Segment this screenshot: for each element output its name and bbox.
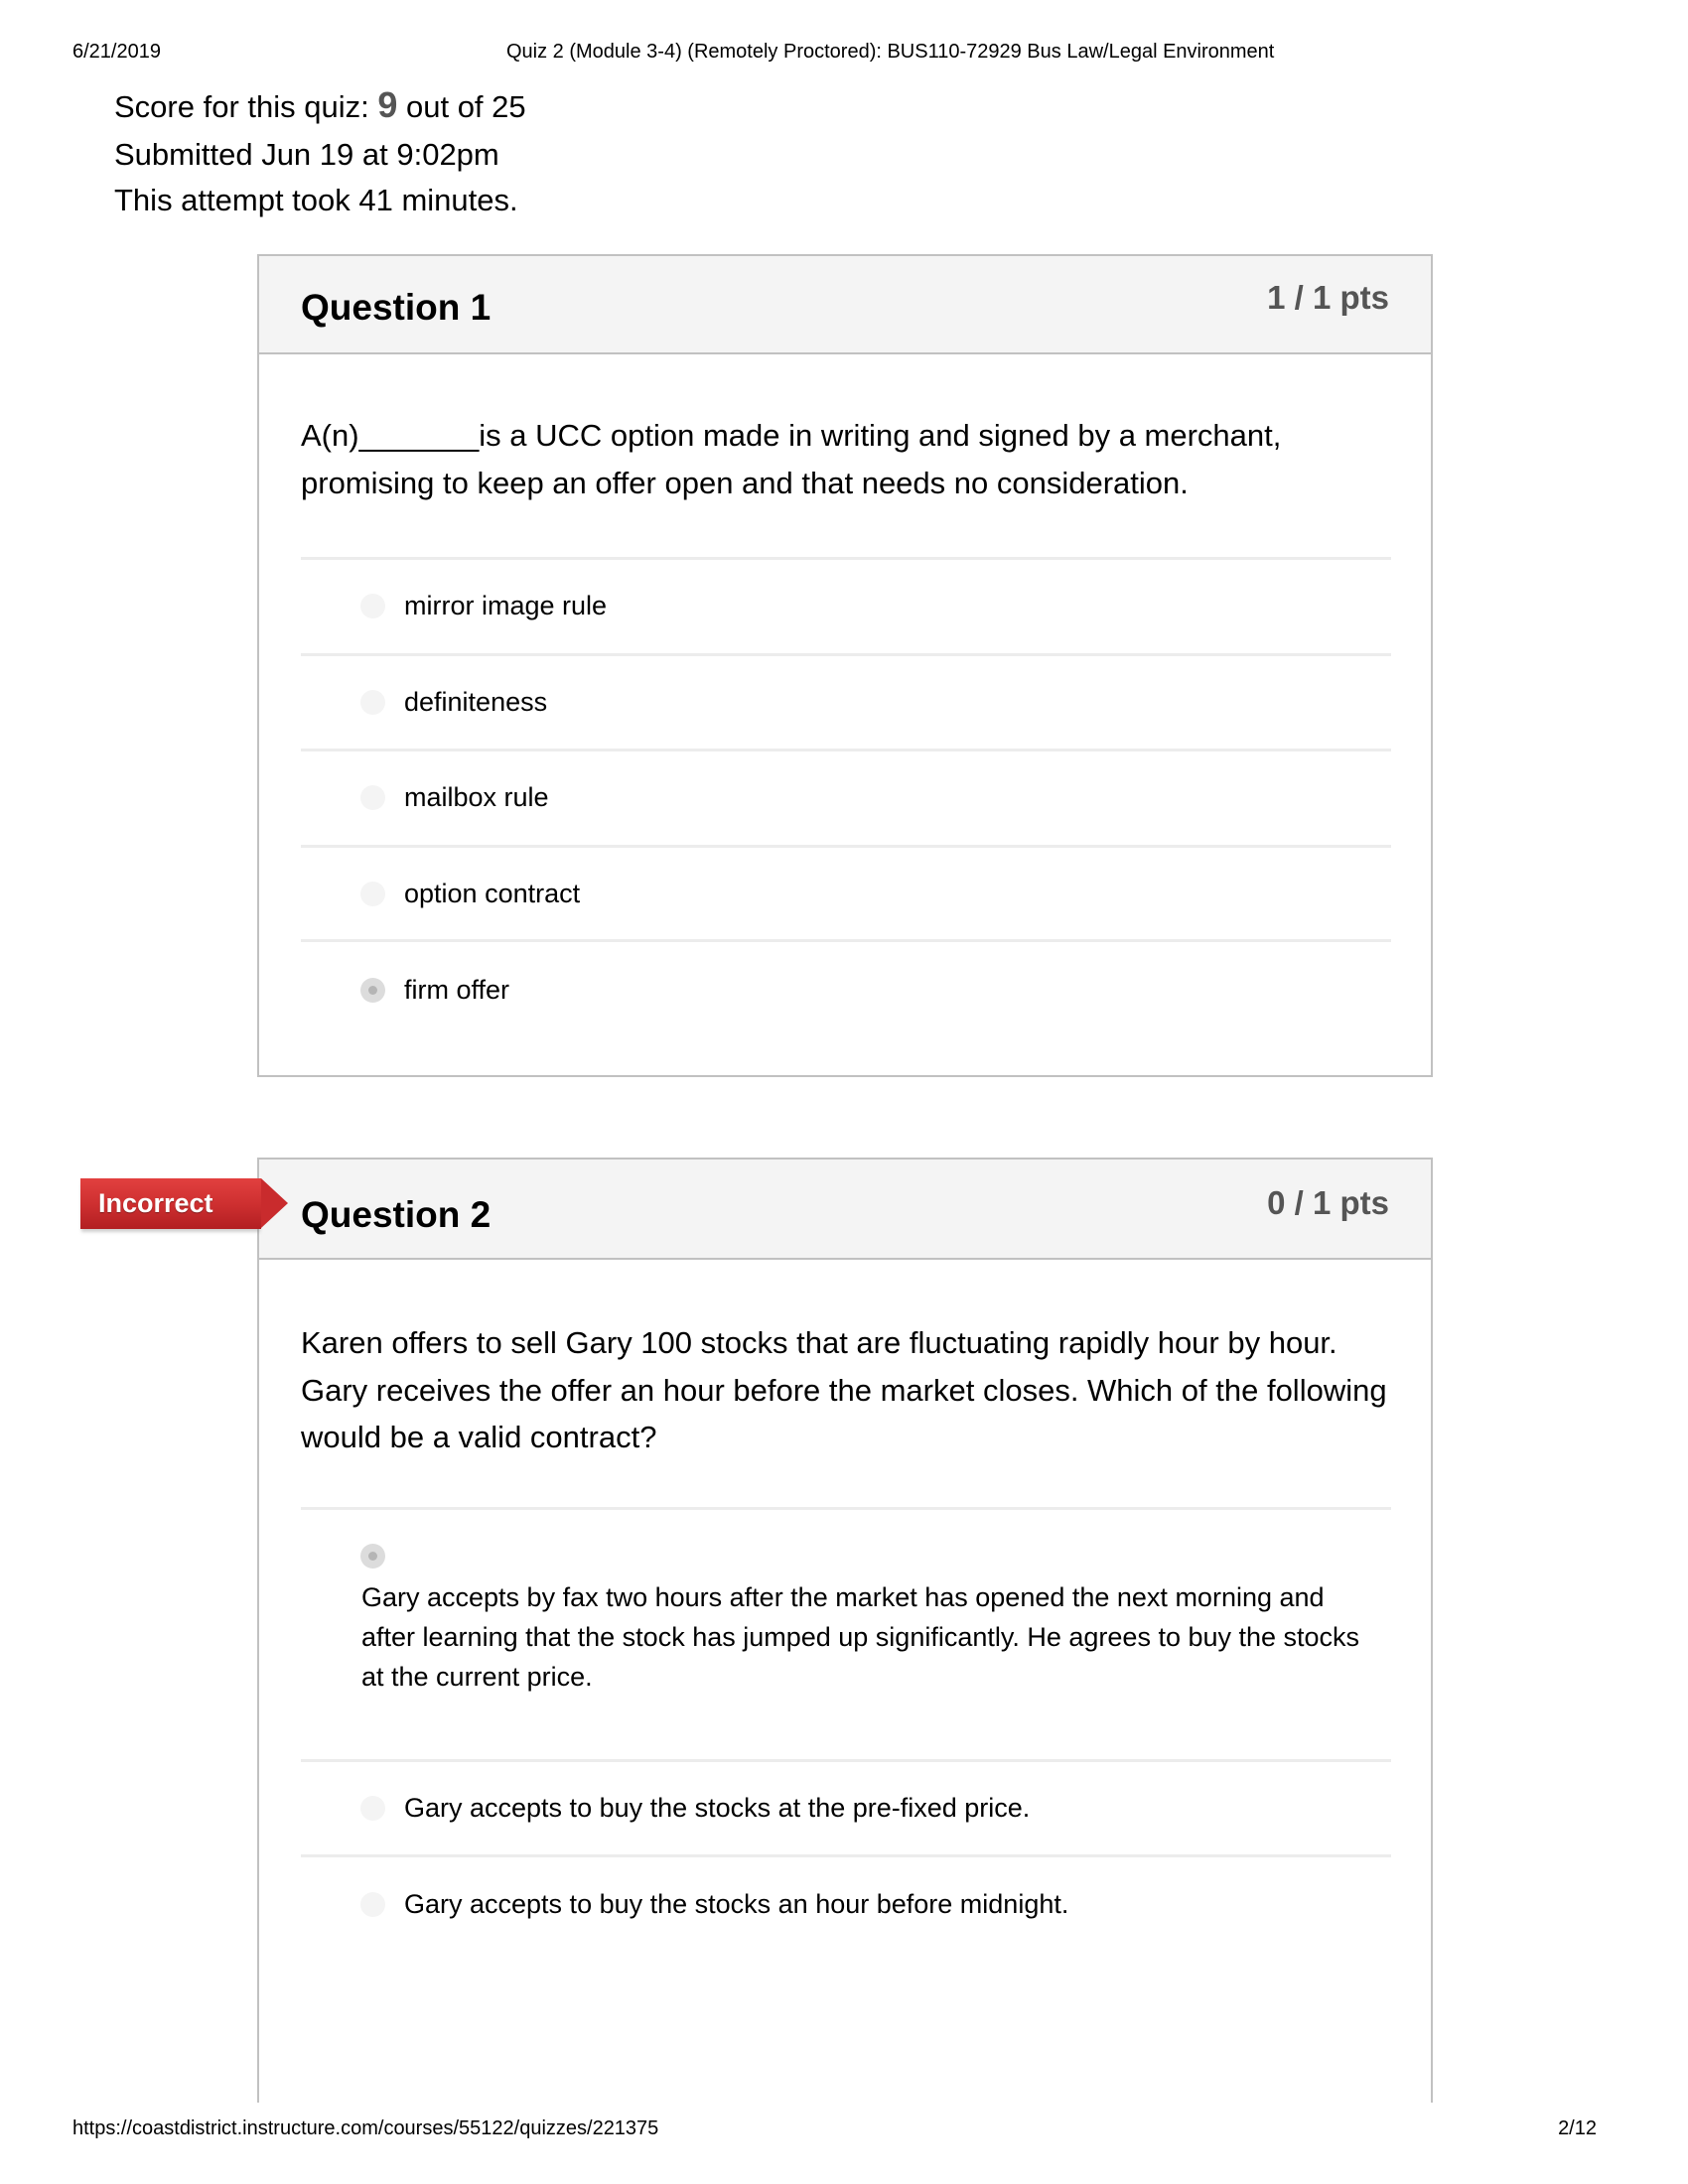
attempt-duration: This attempt took 41 minutes.	[114, 183, 518, 217]
question-points: 1 / 1 pts	[1267, 279, 1389, 316]
question-title: Question 1	[301, 287, 492, 328]
answer-option[interactable]	[301, 1762, 1391, 1855]
radio-icon[interactable]	[360, 1796, 385, 1821]
radio-icon[interactable]	[360, 785, 385, 810]
submitted-time: Submitted Jun 19 at 9:02pm	[114, 137, 499, 172]
quiz-score	[114, 85, 526, 127]
print-url: https://coastdistrict.instructure.com/courses/55122/quizzes/221375	[72, 2117, 659, 2139]
question-card-2	[257, 1158, 1433, 2103]
answer-label: mirror image rule	[404, 591, 608, 620]
question-points: 0 / 1 pts	[1267, 1184, 1389, 1221]
print-date: 6/21/2019	[72, 41, 161, 63]
answer-option-selected[interactable]	[301, 942, 1391, 1035]
score-total: out of 25	[397, 89, 526, 124]
score-value: 9	[377, 84, 398, 125]
question-header	[259, 1160, 1431, 1260]
answer-option[interactable]	[301, 848, 1391, 941]
answer-label: mailbox rule	[404, 782, 549, 812]
answer-label: Gary accepts to buy the stocks an hour before midnight.	[404, 1889, 1069, 1919]
answer-option[interactable]	[301, 751, 1391, 845]
answer-label: Gary accepts by fax two hours after the market has opened the next morning and after learning that the stock has jumped up significantly. He agrees to buy the stocks at the current price.	[361, 1582, 1360, 1692]
question-card-1	[257, 254, 1433, 1077]
question-header	[259, 256, 1431, 354]
question-text: Karen offers to sell Gary 100 stocks that are fluctuating rapidly hour by hour. Gary receives the offer an hour before the market closes. Which of the following would be a valid contract?	[301, 1325, 1387, 1454]
question-text: A(n)_______is a UCC option made in writing and signed by a merchant, promising to keep an offer open and that needs no consideration.	[301, 418, 1282, 500]
answer-label: Gary accepts to buy the stocks at the pre-fixed price.	[404, 1793, 1031, 1823]
incorrect-badge-label: Incorrect	[98, 1188, 213, 1218]
answer-option[interactable]	[301, 656, 1391, 750]
answer-label: definiteness	[404, 687, 548, 717]
radio-selected-icon[interactable]	[360, 1544, 385, 1569]
question-title: Question 2	[301, 1194, 492, 1235]
answer-option[interactable]	[301, 1857, 1391, 1951]
radio-icon[interactable]	[360, 1892, 385, 1917]
radio-selected-icon[interactable]	[360, 978, 385, 1003]
answer-option-selected[interactable]	[301, 1510, 1391, 1758]
print-page-number: 2/12	[1558, 2117, 1597, 2139]
radio-icon[interactable]	[360, 594, 385, 618]
incorrect-badge	[80, 1178, 261, 1229]
answer-option[interactable]	[301, 560, 1391, 653]
radio-icon[interactable]	[360, 690, 385, 715]
answer-label: option contract	[404, 879, 581, 908]
print-page-title: Quiz 2 (Module 3-4) (Remotely Proctored): BUS110-72929 Bus Law/Legal Environment	[506, 41, 1275, 63]
score-label: Score for this quiz:	[114, 89, 378, 124]
radio-icon[interactable]	[360, 882, 385, 906]
answer-label: firm offer	[404, 975, 510, 1005]
